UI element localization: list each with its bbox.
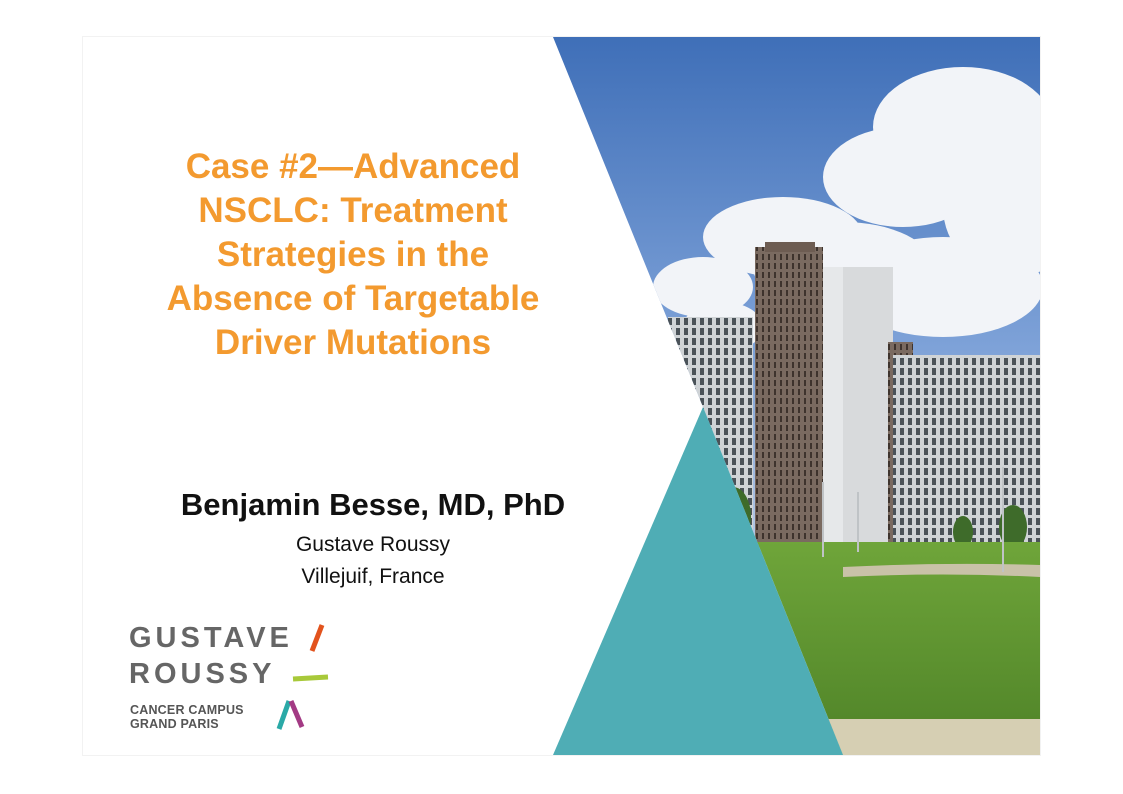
logo-stroke-green (293, 677, 328, 679)
logo-line-roussy: ROUSSY (129, 658, 276, 690)
affiliation-institution: Gustave Roussy (295, 533, 451, 556)
logo-stroke-purple (291, 701, 302, 727)
logo-subline-grand-paris: GRAND PARIS (130, 717, 219, 731)
logo-stroke-orange (312, 625, 322, 651)
affiliation-location: Villejuif, France (301, 565, 445, 588)
tower-brown (755, 247, 823, 547)
slide-title: Case #2—Advanced NSCLC: Treatment Strategies in the Absence of Targetable Driver Mutations (166, 147, 540, 362)
logo-stroke-teal (279, 701, 289, 729)
presenter-name: Benjamin Besse, MD, PhD (180, 487, 566, 522)
logo-line-gustave: GUSTAVE (129, 622, 293, 654)
title-slide (83, 37, 1040, 755)
gustave-roussy-logo (129, 621, 349, 741)
logo-subline-cancer-campus: CANCER CAMPUS (130, 703, 244, 717)
